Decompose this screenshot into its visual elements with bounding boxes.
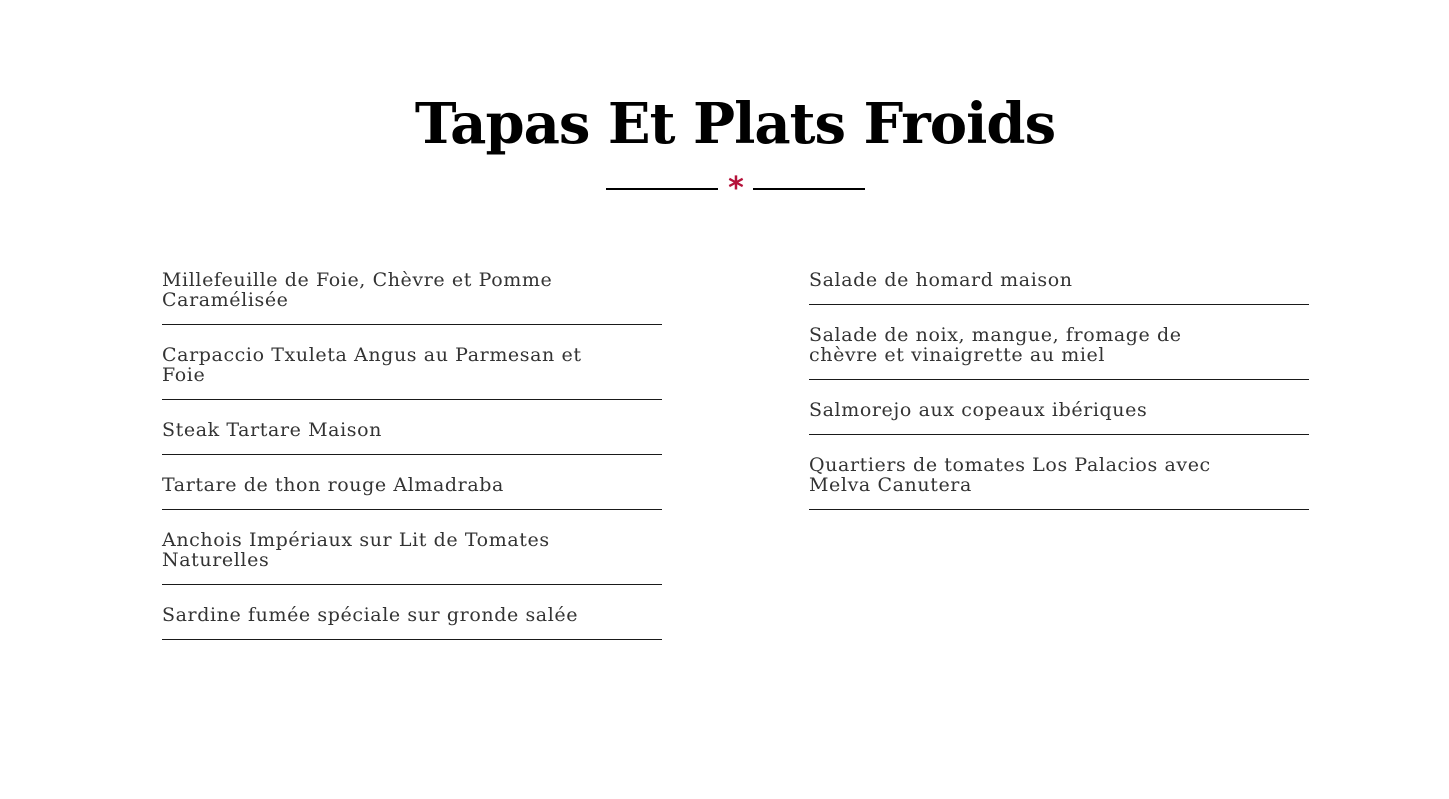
menu-item	[809, 270, 1309, 305]
menu-item-name: Anchois Impériaux sur Lit de Tomates Naturelles	[162, 529, 550, 571]
menu-item	[162, 420, 662, 455]
menu-item-name: Salade de homard maison	[809, 269, 1073, 291]
menu-item	[809, 325, 1309, 380]
title-divider	[606, 171, 865, 206]
menu-item	[809, 400, 1309, 435]
section-title: Tapas Et Plats Froids	[414, 91, 1056, 157]
menu-item	[162, 345, 662, 400]
menu-item-name: Quartiers de tomates Los Palacios avec Melva Canutera	[809, 454, 1211, 496]
divider-line-right	[753, 188, 865, 190]
menu-item-name: Salmorejo aux copeaux ibériques	[809, 399, 1148, 421]
menu-item	[809, 455, 1309, 510]
menu-item-name: Sardine fumée spéciale sur gronde salée	[162, 604, 579, 626]
menu-item	[162, 530, 662, 585]
menu-item	[162, 605, 662, 640]
menu-column-right	[809, 270, 1309, 530]
menu-column-left	[162, 270, 662, 660]
menu-item	[162, 475, 662, 510]
divider-line-left	[606, 188, 718, 190]
menu-item-name: Salade de noix, mangue, fromage de chèvre et vinaigrette au miel	[809, 324, 1182, 366]
menu-item-name: Carpaccio Txuleta Angus au Parmesan et Foie	[162, 344, 582, 386]
menu-item-name: Millefeuille de Foie, Chèvre et Pomme Caramélisée	[162, 269, 553, 311]
asterisk-icon: *	[728, 171, 744, 206]
menu-item-name: Tartare de thon rouge Almadraba	[162, 474, 504, 496]
menu-item-name: Steak Tartare Maison	[162, 419, 382, 441]
menu-item	[162, 270, 662, 325]
